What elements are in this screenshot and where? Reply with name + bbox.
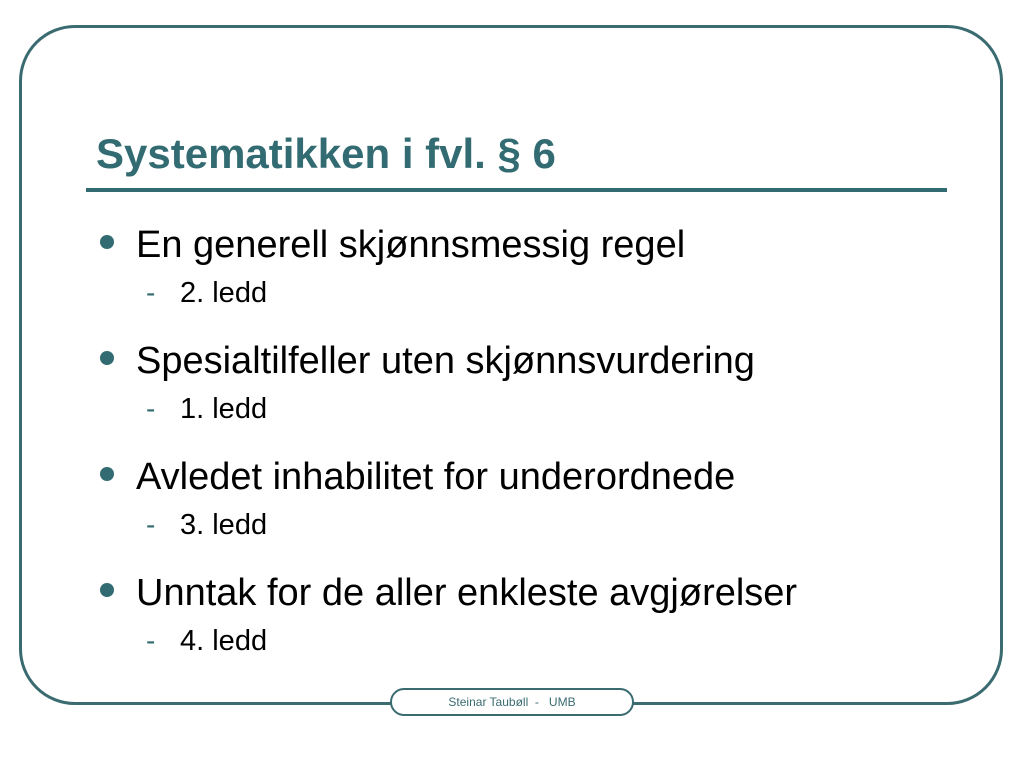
- bullet-text: Unntak for de aller enkleste avgjørelser: [136, 572, 798, 614]
- dash-marker-icon: -: [146, 509, 156, 540]
- sub-item-text: 1. ledd: [180, 393, 268, 425]
- bullet-dot-icon: [100, 235, 114, 249]
- title-underline: [86, 188, 947, 192]
- bullet-dot-icon: [100, 467, 114, 481]
- sub-item-text: 3. ledd: [180, 509, 268, 541]
- dash-marker-icon: -: [146, 393, 156, 424]
- bullet-text: En generell skjønnsmessig regel: [136, 224, 686, 266]
- footer-label: Steinar Taubøll - UMB: [390, 688, 634, 716]
- bullet-text: Spesialtilfeller uten skjønnsvurdering: [136, 340, 755, 382]
- sub-item-text: 2. ledd: [180, 277, 268, 309]
- bullet-text: Avledet inhabilitet for underordnede: [136, 456, 736, 498]
- dash-marker-icon: -: [146, 625, 156, 656]
- bullet-dot-icon: [100, 351, 114, 365]
- dash-marker-icon: -: [146, 277, 156, 308]
- slide-title: Systematikken i fvl. § 6: [96, 130, 556, 177]
- sub-item-text: 4. ledd: [180, 625, 268, 657]
- bullet-dot-icon: [100, 583, 114, 597]
